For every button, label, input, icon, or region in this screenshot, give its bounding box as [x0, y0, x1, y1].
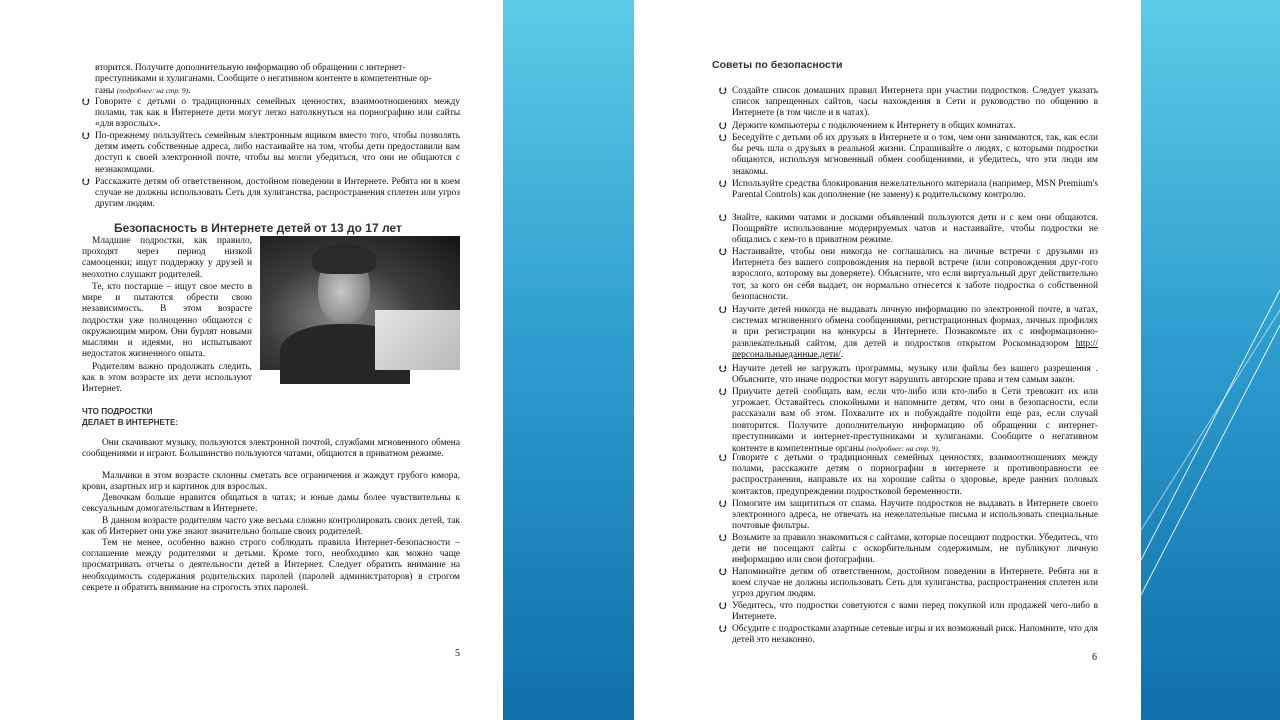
list-item: ⮋ Используйте средства блокирования нежелательного материала (например, MSN Premium's Parental Controls) как дополнение (не замену) к родительскому контролю. [719, 179, 1098, 201]
list-item: ⮋ Беседуйте с детьми об их друзьях в Интернете и о том, чем они занимаются, так, как если бы речь шла о друзьях в реальной жизни. Спрашивайте о людях, с которыми подростки общаются, используя мгновенный обмен сообщениями, и убедитесь, что эти люди им знакомы. [719, 133, 1098, 177]
list-item: ⮋ Приучите детей сообщать вам, если что-либо или кто-либо в Сети тревожит их или угрожает. Оставайтесь спокойными и напомните детям, что они в безопасности, если рассказали вам об этом. Похвалите их и побуждайте подойти еще раз, если случай повторится. Получите дополнительную информацию об обращении с интернет-преступниками и интернет-преступниками и хулиганами. Сообщите о негативном контенте в компетентные органы (подробнее: на стр. 9). [719, 387, 1098, 455]
arrow-bullet-icon: ⮋ [82, 131, 90, 142]
body-paragraph: Девочкам больше нравится общаться в чатах; и юные дамы более чувствительны к сексуальным домогательствам в Интернете. [82, 493, 460, 515]
list-item: ⮋ Научите детей не загружать программы, музыку или файлы без вашего разрешения . Объясните, что иначе подростки могут нарушить авторские права и тем самым закон. [719, 364, 1098, 386]
subheading: ЧТО ПОДРОСТКИ ДЕЛАЕТ В ИНТЕРНЕТЕ: [82, 407, 179, 427]
list-item: ⮋ По-прежнему пользуйтесь семейным электронным ящиком вместо того, чтобы позволять детям иметь собственные адреса, либо настаивайте на том, чтобы дети предоставили вам доступ к своей электронной почте, чтобы вы могли убедиться, что они не общаются с незнакомцами. [82, 131, 460, 175]
arrow-bullet-icon: ⮋ [719, 601, 727, 612]
intro-paragraph: Младшие подростки, как правило, проходят через период низкой самооценки; ищут поддержку у друзей и неохотно слушают родителей. [82, 236, 252, 280]
arrow-bullet-icon: ⮋ [719, 86, 727, 97]
page-number: 6 [1092, 652, 1097, 663]
arrow-bullet-icon: ⮋ [719, 305, 727, 316]
list-item: ⮋ Создайте список домашних правил Интернета при участии подростков. Следует указать список запрещенных сайтов, часы нахождения в Сети и руководство по общению в Интернете (в том числе и в чатах). [719, 86, 1098, 119]
intro-paragraph: Родителям важно продолжать следить, как в этом возрасте их дети используют Интернет. [82, 362, 252, 395]
arrow-bullet-icon: ⮋ [82, 97, 90, 108]
list-item: ⮋ Убедитесь, что подростки советуются с вами перед покупкой или продажей чего-либо в Интернете. [719, 601, 1098, 623]
list-item: ⮋ Напоминайте детям об ответственном, достойном поведении в Интернете. Ребята ни в коем случае не должны использовать Сеть для хулиганства, распространения сплетен или угроз другим людям. [719, 567, 1098, 600]
arrow-bullet-icon: ⮋ [719, 364, 727, 375]
arrow-bullet-icon: ⮋ [82, 177, 90, 188]
list-item: ⮋ Расскажите детям об ответственном, достойном поведении в Интернете. Ребята ни в коем случае не должны использовать Сеть для хулиганства, распространения сплетен или угроз другим людям. [82, 177, 460, 210]
arrow-bullet-icon: ⮋ [719, 533, 727, 544]
teen-photo [260, 236, 460, 370]
page-title: Советы по безопасности [712, 59, 843, 71]
list-item: ⮋ Говорите с детьми о традиционных семейных ценностях, взаимоотношениях между полами, так как в Интернете дети могут легко натолкнуться на порнографию или сайты «для взрослых». [82, 97, 460, 130]
arrow-bullet-icon: ⮋ [719, 499, 727, 510]
intro-paragraph: Те, кто постарше – ищут свое место в мире и пытаются обрести свою независимость. В этом возрасте подростки уже полноценно общаются с окружающим миром. Они бурлят новыми мыслями и идеями, но испытывают недостаток жизненного опыта. [82, 282, 252, 360]
list-item: ⮋ Возьмите за правило знакомиться с сайтами, которые посещают подростки. Убедитесь, что дети не посещают сайты с оскорбительным содержимым, не публикуют личную информацию или свои фотографии. [719, 533, 1098, 566]
list-item: ⮋ Помогите им защититься от спама. Научите подростков не выдавать в Интернете своего электронного адреса, не отвечать на нежелательные письма и использовать специальные почтовые фильтры. [719, 499, 1098, 532]
body-paragraph: Они скачивают музыку, пользуются электронной почтой, службами мгновенного обмена сообщениями и играют. Большинство пользуются чатами, общаются в приватном режиме. [82, 438, 460, 460]
arrow-bullet-icon: ⮋ [719, 387, 727, 398]
personal-data-link[interactable]: http://персональныеданные.дети/ [732, 338, 1098, 360]
list-item: ⮋ Говорите с детьми о традиционных семейных ценностях, взаимоотношениях между полами, расскажите детям о порнографии в интернете и противоправности ее распространения, направьте их на хорошие сайты о здоровье, вреде ранних половых контактов, предупреждении подростковой беременности. [719, 453, 1098, 497]
arrow-bullet-icon: ⮋ [719, 179, 727, 190]
arrow-bullet-icon: ⮋ [719, 624, 727, 635]
arrow-bullet-icon: ⮋ [719, 213, 727, 224]
list-item: ⮋ Знайте, какими чатами и досками объявлений пользуются дети и с кем они общаются. Поощряйте использование модерируемых чатов и настаивайте, чтобы подростки не общались с кем-то в приватном режиме. [719, 213, 1098, 246]
intro-continuation: вторится. Получите дополнительную информацию об обращении с интернет- преступниками и хулиганами. Сообщите о негативном контенте в компетентные ор- ганы (подробнее: на стр. 9). [95, 63, 432, 97]
list-item: ⮋ Держите компьютеры с подключением к Интернету в общих комнатах. [719, 121, 1016, 132]
document-page-right [634, 0, 1141, 720]
arrow-bullet-icon: ⮋ [719, 247, 727, 258]
document-page-left [0, 0, 503, 720]
arrow-bullet-icon: ⮋ [719, 567, 727, 578]
page-number: 5 [455, 648, 460, 659]
list-item: ⮋ Научите детей никогда не выдавать личную информацию по электронной почте, в чатах, системах мгновенного обмена сообщениями, регистрационных формах, личных профилях и при регистрации на конкурсы в Интернете. Познакомьте их с информационно-развлекательный сайтом, для детей и подростков открытом Роскомнадзором http://персональныеданные.дети/. [719, 305, 1098, 360]
arrow-bullet-icon: ⮋ [719, 121, 727, 132]
body-paragraph: В данном возрасте родителям часто уже весьма сложно контролировать своих детей, так как об Интернет они уже знают значительно больше своих родителей. [82, 516, 460, 538]
arrow-bullet-icon: ⮋ [719, 453, 727, 464]
list-item: ⮋ Обсудите с подростками азартные сетевые игры и их возможный риск. Напомните, что для детей это незаконно. [719, 624, 1098, 646]
section-title: Безопасность в Интернете детей от 13 до 17 лет [114, 221, 402, 235]
body-paragraph: Мальчики в этом возрасте склонны сметать все ограничения и жаждут грубого юмора, крови, азартных игр и картинок для взрослых. [82, 471, 460, 493]
list-item: ⮋ Настаивайте, чтобы они никогда не соглашались на личные встречи с друзьями из Интернета без вашего сопровождения на первой встрече (или сопровождения друг-гого взрослого, которому вы доверяете). Объясните, что если виртуальный друг действительно тот, за кого он себя выдает, он нормально отнесется к заботе подростка о собственной безопасности. [719, 247, 1098, 302]
arrow-bullet-icon: ⮋ [719, 133, 727, 144]
body-paragraph: Тем не менее, особенно важно строго соблюдать правила Интернет-безопасности – соглашение между родителями и детьми. Кроме того, необходимо как можно чаще просматривать отчеты о деятельности детей в Интернет. Следует обратить внимание на необходимость содержания родительских паролей (паролей администраторов) в строгом секрете и обратить внимание на строгость этих паролей. [82, 538, 460, 593]
